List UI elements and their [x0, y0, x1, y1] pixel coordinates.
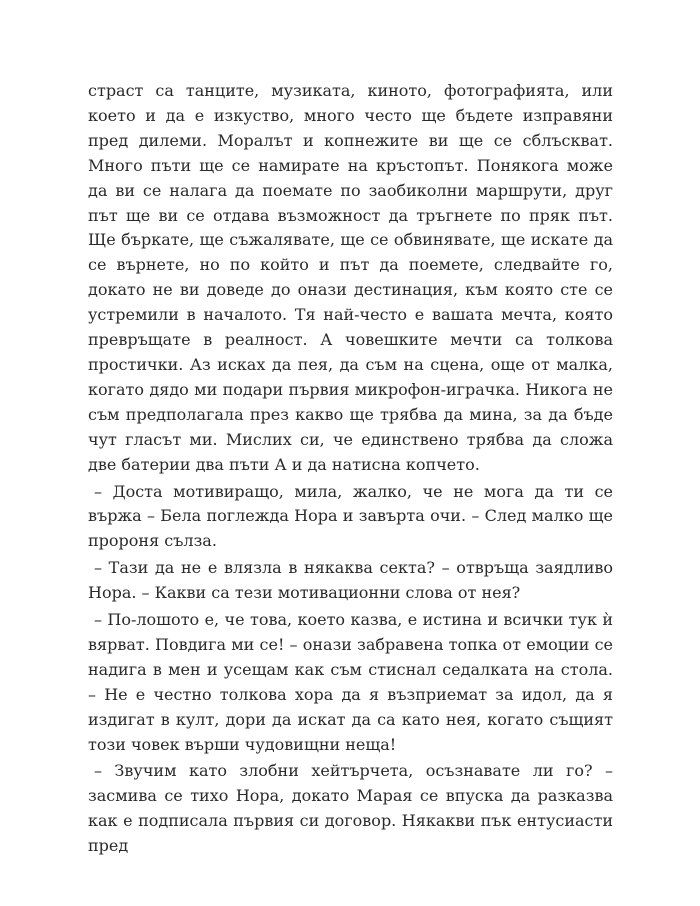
paragraph-dialogue-nora: – Тази да не е влязла в някаква секта? – отвръща заядливо Нора. – Какви са тези мотивационни слова от нея?	[88, 558, 613, 603]
paragraph-narration: страст са танците, музиката, киното, фотографията, или което и да е изкуство, много често ще бъдете изправяни пред дилеми. Моралът и копнежите ви ще се сблъскват. Много пъти ще се намирате на кръстопът. Понякога може да ви се налага да поемате по заобиколни маршрути, друг път ще ви се отдава възможност да тръгнете по пряк път. Ще бъркате, ще съжалявате, ще се обвинявате, ще искате да се върнете, но по който и път да поемете, следвайте го, докато не ви доведе до онази дестинация, към която сте се устремили в началото. Тя най-често е вашата мечта, която превръщате в реалност. А човешките мечти са толкова простички. Аз исках да пея, да съм на сцена, още от малка, когато дядо ми подари първия микрофон-играчка. Никога не съм предполагала през какво ще трябва да мина, за да бъде чут гласът ми. Мислих си, че единствено трябва да сложа две батерии два пъти А и да натисна копчето.	[88, 81, 613, 474]
paragraph-dialogue-narrator: – По-лошото е, че това, което казва, е истина и всички тук ѝ вярват. Повдига ми се! – онази забравена топка от емоции се надига в мен и усещам как съм стиснал седалката на стола. – Не е честно толкова хора да я възприемат за идол, да я издигат в култ, дори да искат да са като нея, когато същият този човек върши чудовищни неща!	[88, 610, 613, 754]
paragraph-dialogue-nora-laugh: – Звучим като злобни хейтърчета, осъзнавате ли го? – засмива се тихо Нора, докато Марая се впуска да разказва как е подписала първия си договор. Някакви пък ентусиасти пред	[88, 761, 613, 856]
paragraph-dialogue-bela: – Доста мотивиращо, мила, жалко, че не мога да ти се вържа – Бела поглежда Нора и завърта очи. – След малко ще пророня сълза.	[88, 481, 613, 551]
document-page	[88, 79, 613, 859]
